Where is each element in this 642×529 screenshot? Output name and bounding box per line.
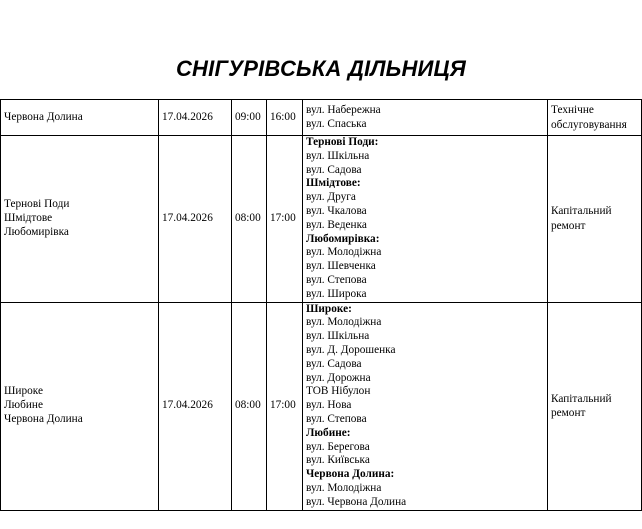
settlement-heading: Любомирівка: xyxy=(306,232,380,245)
street-name: вул. Шкільна xyxy=(306,330,370,343)
end-time-cell: 17:00 xyxy=(267,136,303,303)
work-type-text: ремонт xyxy=(551,219,586,232)
settlement-heading: Тернові Поди: xyxy=(306,136,379,148)
street-name: вул. Садова xyxy=(306,357,362,370)
street-name: вул. Берегова xyxy=(306,440,370,453)
settlement-name: Любомирівка xyxy=(4,225,69,238)
streets-cell xyxy=(303,100,548,136)
start-time-cell: 08:00 xyxy=(232,302,267,510)
street-name: вул. Червона Долина xyxy=(306,495,407,508)
date-cell: 17.04.2026 xyxy=(159,100,232,136)
street-name: вул. Чкалова xyxy=(306,204,367,217)
settlements-cell xyxy=(1,302,159,510)
street-name: вул. Нова xyxy=(306,399,352,412)
street-name: вул. Д. Дорошенка xyxy=(306,343,396,356)
date-cell: 17.04.2026 xyxy=(159,302,232,510)
settlement-name: Широке xyxy=(4,385,43,398)
street-name: вул. Набережна xyxy=(306,103,381,116)
work-type-text: обслуговування xyxy=(551,118,627,131)
work-type-text: Капітальний xyxy=(551,392,612,405)
streets-cell xyxy=(303,302,548,510)
settlements-cell xyxy=(1,136,159,303)
start-time-cell: 09:00 xyxy=(232,100,267,136)
table-row xyxy=(1,302,642,510)
end-time-cell: 16:00 xyxy=(267,100,303,136)
outage-schedule-table xyxy=(0,99,642,511)
work-type-cell xyxy=(548,100,642,136)
settlement-heading: Шмідтове: xyxy=(306,177,361,190)
date-cell: 17.04.2026 xyxy=(159,136,232,303)
street-name: вул. Київська xyxy=(306,454,370,467)
street-name: вул. Степова xyxy=(306,273,367,286)
settlement-name: Любине xyxy=(4,399,43,412)
street-name: вул. Молодіжна xyxy=(306,316,382,329)
work-type-text: ремонт xyxy=(551,407,586,420)
street-name: вул. Молодіжна xyxy=(306,246,382,259)
table-row xyxy=(1,100,642,136)
street-name: вул. Широка xyxy=(306,287,367,300)
start-time-cell: 08:00 xyxy=(232,136,267,303)
table-row xyxy=(1,136,642,303)
work-type-text: Капітальний xyxy=(551,205,612,218)
settlement-heading: Любине: xyxy=(306,426,351,439)
work-type-cell xyxy=(548,136,642,303)
street-name: вул. Друга xyxy=(306,191,356,204)
street-name: вул. Садова xyxy=(306,163,362,176)
street-name: вул. Спаська xyxy=(306,117,367,130)
settlement-name: Тернові Поди xyxy=(4,198,70,211)
settlements-cell xyxy=(1,100,159,136)
settlement-heading: Широке: xyxy=(306,302,352,315)
work-type-text: Технічне xyxy=(551,104,594,116)
page-title: СНІГУРІВСЬКА ДІЛЬНИЦЯ xyxy=(175,56,467,81)
street-name: вул. Степова xyxy=(306,412,367,425)
work-type-cell xyxy=(548,302,642,510)
street-name: вул. Веденка xyxy=(306,218,367,231)
street-name: ТОВ Нібулон xyxy=(306,385,371,398)
street-name: вул. Шкільна xyxy=(306,149,370,162)
street-name: вул. Молодіжна xyxy=(306,481,382,494)
settlement-name: Червона Долина xyxy=(4,110,83,123)
street-name: вул. Шевченка xyxy=(306,260,376,273)
end-time-cell: 17:00 xyxy=(267,302,303,510)
street-name: вул. Дорожна xyxy=(306,371,371,384)
settlement-name: Шмідтове xyxy=(4,211,53,224)
settlement-name: Червона Долина xyxy=(4,412,83,425)
streets-cell xyxy=(303,136,548,303)
settlement-heading: Червона Долина: xyxy=(306,468,395,481)
